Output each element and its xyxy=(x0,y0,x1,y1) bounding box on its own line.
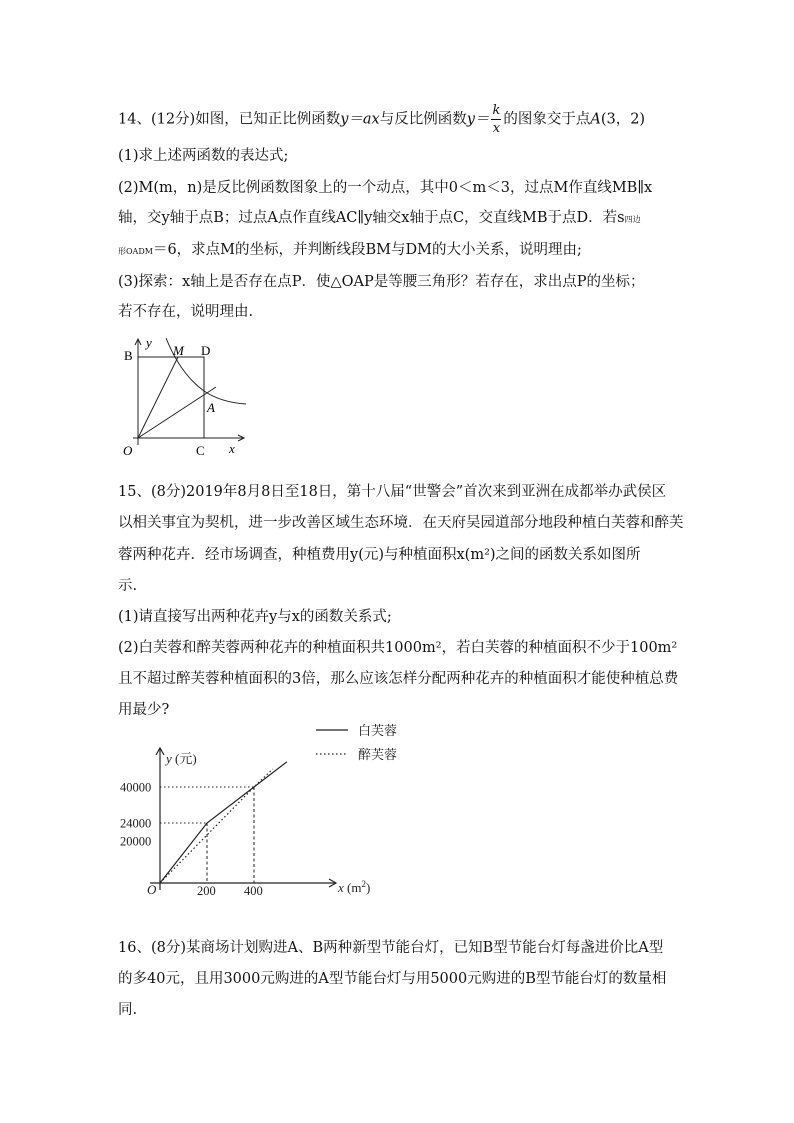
q14-header-mid: 与反比例函数 xyxy=(379,111,467,128)
fig1-label-O: O xyxy=(123,443,133,458)
fig1-label-M: M xyxy=(173,343,184,358)
q14-part2-line1: (2)M(m，n)是反比例函数图象上的一个动点，其中0＜m＜3，过点M作直线MB∥x xyxy=(118,180,653,196)
fig1-hyperbola xyxy=(166,338,246,404)
q14-part3-line1: (3)探索：x轴上是否存在点P．使△OAP是等腰三角形？若存在，求出点P的坐标； xyxy=(118,274,645,290)
q14-point-coords: (3，2) xyxy=(600,111,646,128)
q15-part2-line3: 用最少? xyxy=(118,702,170,718)
fig1-x-arrowhead xyxy=(238,435,244,441)
legend-label-solid: 白芙蓉 xyxy=(358,723,398,738)
q14-part2-line3 xyxy=(118,238,582,259)
q15-line3: 蓉两种花卉．经市场调查，种植费用y(元)与种植面积x(m²)之间的函数关系如图所 xyxy=(118,547,641,563)
series-line-baifurong xyxy=(160,762,287,883)
y-tick-label: 20000 xyxy=(120,834,152,849)
q14-header xyxy=(118,104,645,135)
q14-fraction xyxy=(491,104,501,135)
x-tick-label: 400 xyxy=(244,884,263,898)
fig1-label-D: D xyxy=(201,343,211,358)
chart-series xyxy=(160,762,287,883)
chart-ticks xyxy=(120,781,263,899)
fraction-denominator: x xyxy=(492,121,501,136)
fig1-segment-OM xyxy=(138,357,178,438)
fig1-line-OA xyxy=(138,387,216,438)
q14-part3-line2: 若不存在，说明理由. xyxy=(118,304,254,320)
q16-line2: 的多40元，且用3000元购进的A型节能台灯与用5000元购进的B型节能台灯的数量相 xyxy=(118,971,667,987)
y-tick-label: 40000 xyxy=(120,780,152,795)
y-tick-label: 24000 xyxy=(120,816,152,831)
q15-part2-line1: (2)白芙蓉和醉芙蓉两种花卉的种植面积共1000m²，若白芙蓉的种植面积不少于100m² xyxy=(118,640,678,656)
q16-line3: 同. xyxy=(118,1002,138,1018)
chart-y-arrowhead xyxy=(156,748,164,755)
q14-eq2: y＝ xyxy=(466,111,490,128)
q14-point-label: A xyxy=(590,111,601,128)
q14-part2-line2 xyxy=(118,206,641,227)
q14-header-post: 的图象交于点 xyxy=(503,111,591,128)
chart-x-arrowhead xyxy=(329,879,336,887)
fig1-label-C: C xyxy=(196,443,205,458)
chart-axes xyxy=(150,748,336,890)
fig1-rectangle-BDC xyxy=(138,357,204,438)
x-tick-label: 200 xyxy=(197,884,216,898)
fig1-y-arrowhead xyxy=(135,339,141,345)
q15-part2-line2: 且不超过醉芙蓉种植面积的3倍，那么应该怎样分配两种花卉的种植面积才能使种植总费 xyxy=(118,671,679,687)
chart-guides xyxy=(160,787,254,883)
chart-y-axis-label: y (元) xyxy=(166,751,197,766)
series-line-zuifurong xyxy=(160,769,273,883)
q14-part2-line3-text: ＝6，求点M的坐标，并判断线段BM与DM的大小关系，说明理由; xyxy=(152,242,582,258)
q14-part2-line2-subscript: 四边 xyxy=(624,215,641,224)
q14-eq1: y＝ax xyxy=(340,111,380,128)
fig1-label-y: y xyxy=(146,335,152,350)
fig1-label-x: x xyxy=(229,441,235,456)
chart-origin-label: O xyxy=(147,882,157,897)
q14-part2-line2-text: 轴，交y轴于点B；过点A点作直线AC∥y轴交x轴于点C，交直线MB于点D．若s xyxy=(118,210,625,226)
fraction-numerator: k xyxy=(492,103,501,118)
q14-part1: (1)求上述两函数的表达式; xyxy=(118,148,289,164)
chart-legend xyxy=(316,723,397,762)
q15-part1: (1)请直接写出两种花卉y与x的函数关系式; xyxy=(118,609,392,625)
fig1-label-A: A xyxy=(207,400,215,415)
q16-line1: 16、(8分)某商场计划购进A、B两种新型节能台灯，已知B型节能台灯每盏进价比A型 xyxy=(118,940,664,956)
q14-header-pre: 14、(12分)如图，已知正比例函数 xyxy=(118,111,341,128)
q15-line2: 以相关事宜为契机，进一步改善区域生态环境．在天府吴园道部分地段种植白芙蓉和醉芙 xyxy=(118,515,684,531)
q15-line1: 15、(8分)2019年8月8日至18日，第十八届“世警会”首次来到亚洲在成都举办武侯区 xyxy=(118,484,667,500)
chart-x-axis-label: x $(m^2)$ xyxy=(338,879,371,895)
fig1-label-B: B xyxy=(124,348,133,363)
q14-part2-line3-subscript: 形OADM xyxy=(118,247,153,256)
q15-line4: 示. xyxy=(118,578,138,594)
legend-label-dotted: 醉芙蓉 xyxy=(358,747,398,762)
